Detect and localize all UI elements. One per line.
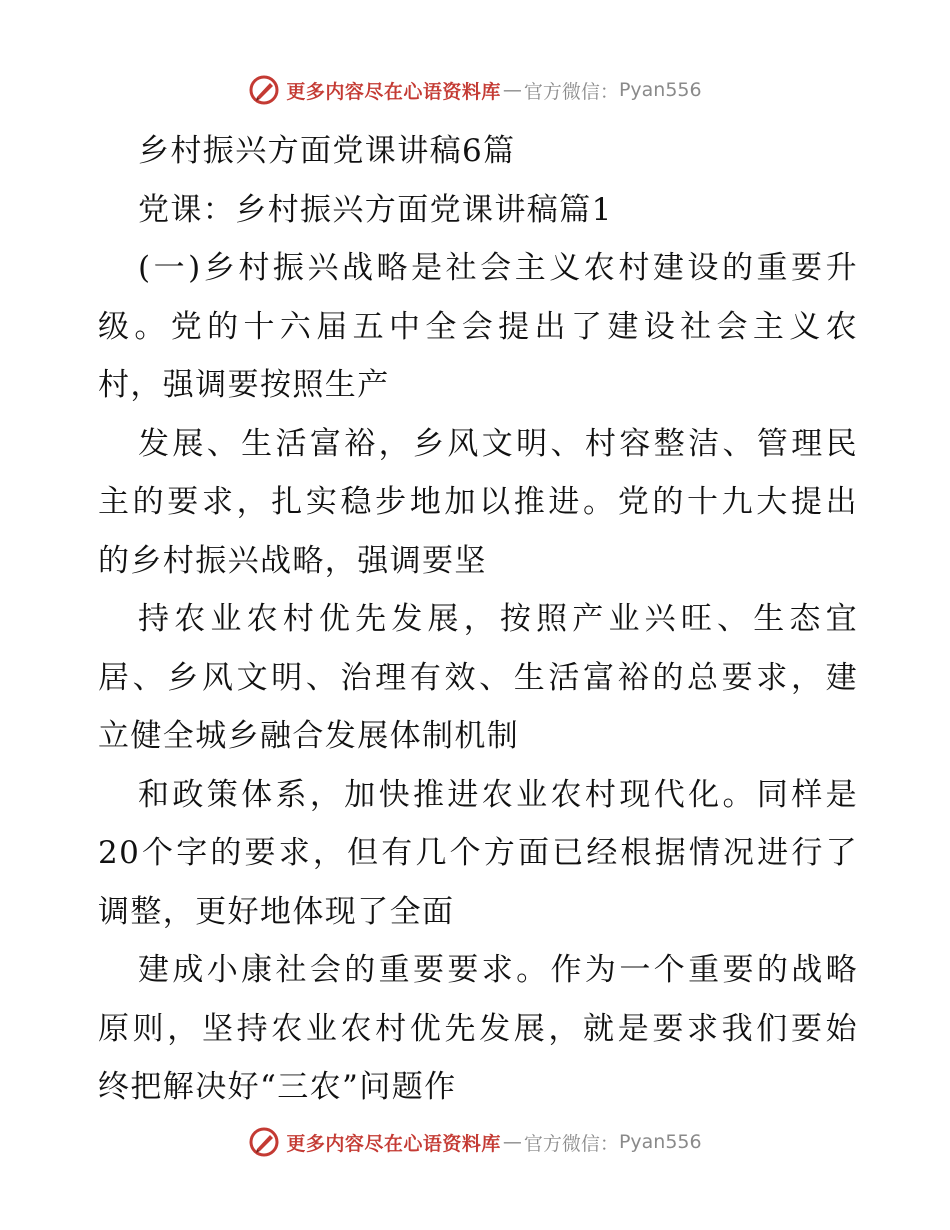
- body-line: 原则，坚持农业农村优先发展，就是要求我们要始: [98, 1010, 858, 1047]
- promo-text: 更多内容尽在心语资料库: [286, 1132, 501, 1155]
- body-line: 和政策体系，加快推进农业农村现代化。同样是: [138, 776, 858, 813]
- wechat-id: Pyan556: [618, 79, 702, 101]
- body-line: 20个字的要求，但有几个方面已经根据情况进行了: [98, 835, 858, 871]
- body-line: 发展、生活富裕，乡风文明、村容整洁、管理民: [138, 425, 858, 462]
- body-line: 建成小康社会的重要要求。作为一个重要的战略: [138, 952, 858, 988]
- body-line: (一)乡村振兴战略是社会主义农村建设的重要升: [138, 250, 858, 286]
- promo-text: 更多内容尽在心语资料库: [286, 80, 501, 103]
- header-watermark: [0, 72, 950, 108]
- body-line: 的乡村振兴战略，强调要坚: [98, 542, 487, 579]
- footer-watermark: [0, 1124, 950, 1160]
- document-subtitle: 党课：乡村振兴方面党课讲稿篇1: [138, 191, 613, 228]
- wechat-label: 官方微信：: [523, 1132, 619, 1155]
- banner-separator: —: [502, 79, 522, 101]
- body-line: 终把解决好“三农”问题作: [98, 1069, 457, 1105]
- body-line: 级。党的十六届五中全会提出了建设社会主义农: [98, 308, 858, 345]
- body-line: 立健全城乡融合发展体制机制: [98, 718, 520, 754]
- pen-logo-icon: [248, 74, 280, 106]
- body-line: 村，强调要按照生产: [98, 367, 390, 403]
- document-body: [98, 122, 858, 1117]
- body-line: 主的要求，扎实稳步地加以推进。党的十九大提出: [98, 484, 858, 520]
- wechat-label: 官方微信：: [523, 80, 619, 103]
- document-title: 乡村振兴方面党课讲稿6篇: [138, 133, 516, 169]
- banner-separator: —: [502, 1131, 522, 1153]
- body-line: 持农业农村优先发展，按照产业兴旺、生态宜: [138, 601, 858, 637]
- body-line: 居、乡风文明、治理有效、生活富裕的总要求，建: [98, 659, 858, 696]
- body-line: 调整，更好地体现了全面: [98, 893, 455, 930]
- wechat-id: Pyan556: [618, 1131, 702, 1153]
- pen-logo-icon: [248, 1126, 280, 1158]
